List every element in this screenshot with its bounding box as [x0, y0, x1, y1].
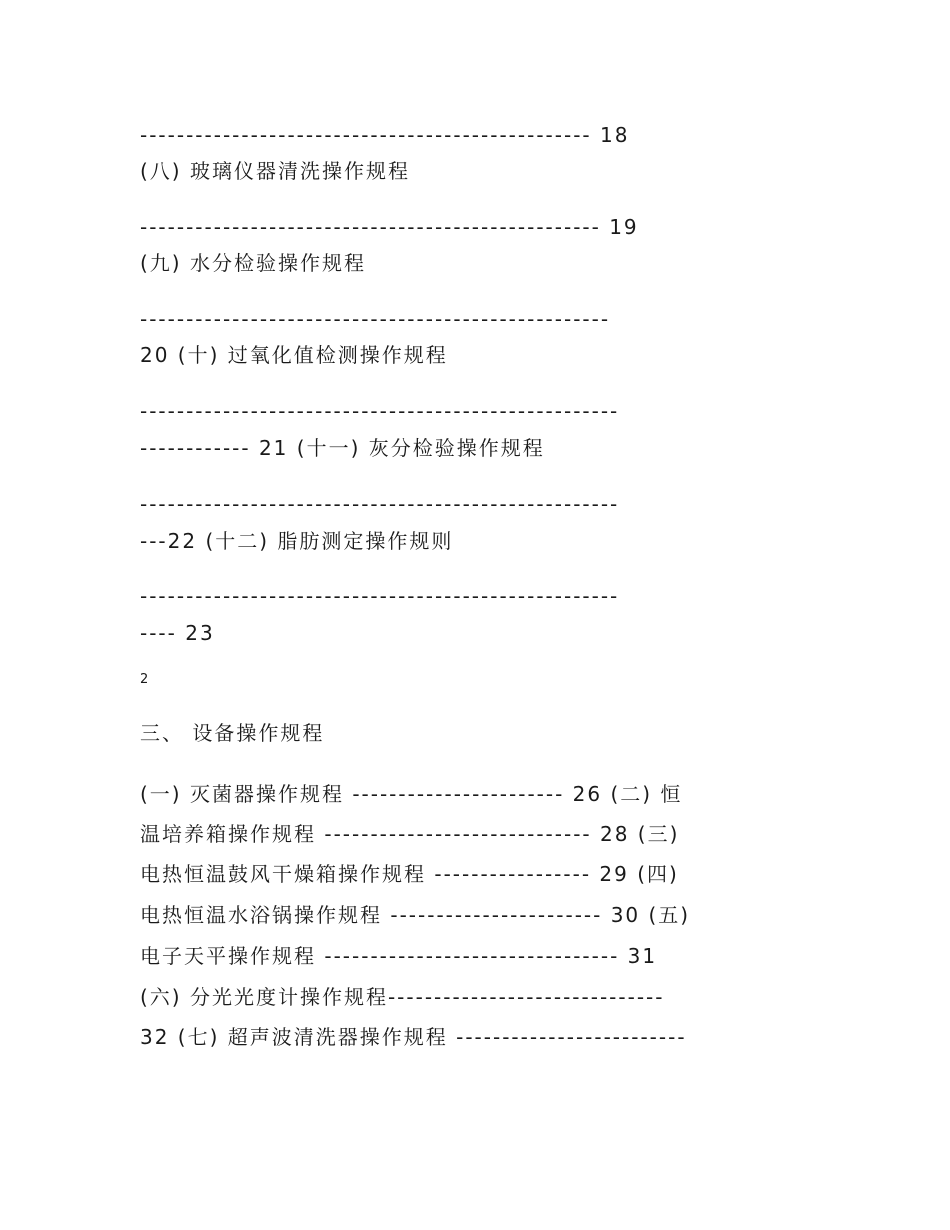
toc-top-line-7: ---------------------------------------------------- — [140, 399, 620, 423]
toc-top-line-4: (九) 水分检验操作规程 — [140, 251, 366, 275]
toc-top-line-6: 20 (十) 过氧化值检测操作规程 — [140, 343, 448, 367]
section-heading: 三、 设备操作规程 — [140, 721, 325, 745]
toc-bottom-line-7: 32 (七) 超声波清洗器操作规程 ------------------------- — [140, 1025, 687, 1049]
toc-top-line-12: ---- 23 — [140, 621, 215, 645]
toc-top-line-2: (八) 玻璃仪器清洗操作规程 — [140, 159, 410, 183]
toc-top-line-10: ---22 (十二) 脂肪测定操作规则 — [140, 529, 454, 553]
toc-top-line-11: ---------------------------------------------------- — [140, 584, 620, 608]
toc-bottom-line-5: 电子天平操作规程 -------------------------------- 31 — [140, 944, 658, 968]
toc-bottom-line-1: (一) 灭菌器操作规程 ----------------------- 26 (二) 恒 — [140, 782, 683, 806]
toc-bottom-line-4: 电热恒温水浴锅操作规程 ----------------------- 30 (五) — [140, 903, 691, 927]
toc-top-line-5: --------------------------------------------------- — [140, 307, 611, 331]
page-number: 2 — [140, 672, 149, 687]
toc-top-line-8: ------------ 21 (十一) 灰分检验操作规程 — [140, 436, 545, 460]
toc-top-line-1: ------------------------------------------------- 18 — [140, 123, 630, 147]
toc-top-line-3: -------------------------------------------------- 19 — [140, 215, 639, 239]
toc-bottom-line-2: 温培养箱操作规程 ----------------------------- 28 (三) — [140, 822, 680, 846]
toc-top-line-9: ---------------------------------------------------- — [140, 492, 620, 516]
toc-bottom-line-3: 电热恒温鼓风干燥箱操作规程 ----------------- 29 (四) — [140, 862, 679, 886]
toc-bottom-line-6: (六) 分光光度计操作规程------------------------------ — [140, 985, 665, 1009]
